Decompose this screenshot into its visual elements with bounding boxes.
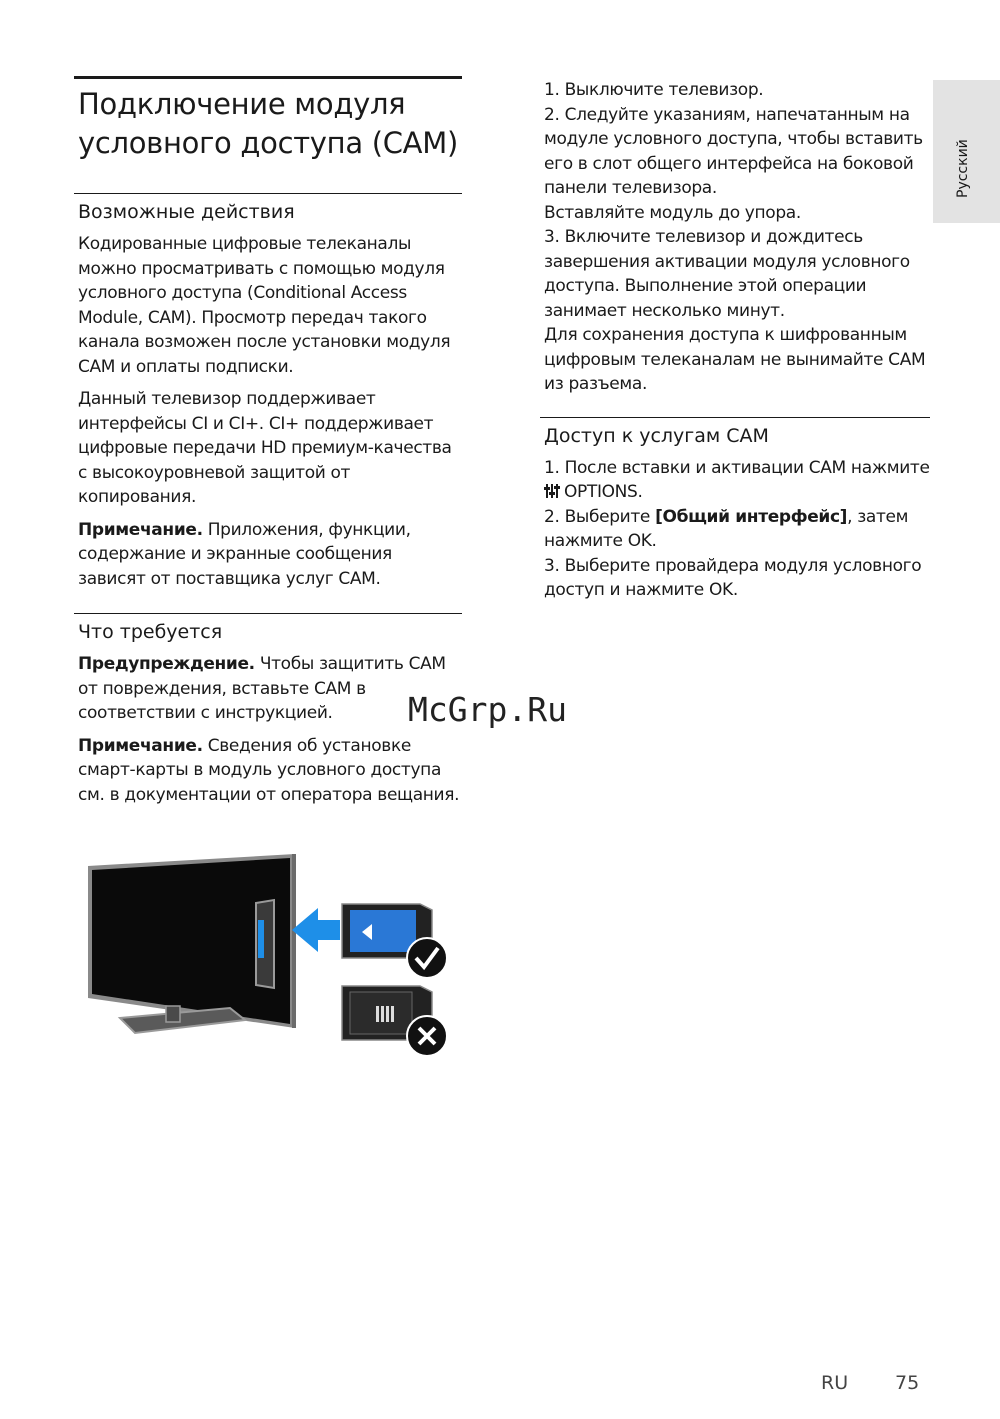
access-step-2 <box>540 505 930 554</box>
step-2: 2. Следуйте указаниям, напечатанным на модуле условного доступа, чтобы вставить его в слот общего интерфейса на боковой панели телевизора. <box>544 104 923 198</box>
page-title <box>74 79 462 163</box>
language-tab <box>933 80 1000 223</box>
footer-language: RU <box>821 1372 849 1394</box>
menu-key: [Общий интерфейс] <box>655 506 848 527</box>
watermark: McGrp.Ru <box>408 690 567 729</box>
step-text: , затем нажмите <box>544 506 909 551</box>
left-column <box>74 76 462 815</box>
page-number: 75 <box>895 1372 920 1394</box>
options-key: OPTIONS <box>564 482 638 502</box>
step-text: 3. Выберите провайдера модуля условного доступ и нажмите <box>544 555 922 600</box>
step-1: 1. Выключите телевизор. <box>544 80 764 100</box>
note-label: Примечание. <box>78 735 203 756</box>
step-text: 2. Выберите <box>544 506 656 527</box>
note-label: Примечание. <box>78 519 203 540</box>
section-heading-access: Доступ к услугам CAM <box>544 424 769 447</box>
paragraph: Кодированные цифровые телеканалы можно просматривать с помощью модуля условного доступа (Conditional Access Module, CAM). Просмотр передач такого канала возможен после установки модуля CAM и оплаты подписки. <box>78 234 451 377</box>
page-title-line1: Подключение модуля <box>78 87 406 121</box>
note-paragraph <box>74 734 462 808</box>
note-text: Приложения, функции, содержание и экранные сообщения зависят от поставщика услуг CAM. <box>78 519 411 589</box>
step-2-note: Вставляйте модуль до упора. <box>544 202 801 223</box>
warning-paragraph <box>74 652 462 726</box>
note-paragraph <box>74 518 462 592</box>
section-heading-required: Что требуется <box>78 621 223 643</box>
ok-key: OK <box>708 580 733 600</box>
step-text: . <box>651 531 657 551</box>
warning-label: Предупреждение. <box>78 654 255 674</box>
language-tab-label: Русский <box>955 139 971 198</box>
warning-text: Чтобы защитить CAM от повреждения, вставьте CAM в соответствии с инструкцией. <box>78 654 446 723</box>
options-icon <box>544 484 560 498</box>
cross-icon <box>407 1016 447 1056</box>
page-title-line2: условного доступа (CAM) <box>78 126 458 160</box>
ok-key: OK <box>627 531 652 551</box>
cam-insertion-illustration <box>80 848 460 1063</box>
step-3-note: Для сохранения доступа к шифрованным цифровым телеканалам не вынимайте CAM из разъема. <box>544 325 926 394</box>
right-column <box>540 78 930 603</box>
access-step-1 <box>540 456 930 505</box>
step-text: . <box>637 482 643 502</box>
paragraph: Данный телевизор поддерживает интерфейсы CI и CI+. CI+ поддерживает цифровые передачи HD премиум-качества с высокоуровневой защитой от копирования. <box>78 389 452 507</box>
section-heading-possible: Возможные действия <box>78 201 295 223</box>
step-3: 3. Включите телевизор и дождитесь завершения активации модуля условного доступа. Выполнение этой операции занимает несколько минут. <box>544 227 910 321</box>
note-text: Сведения об установке смарт-карты в модуль условного доступа см. в документации от оператора вещания. <box>78 735 460 805</box>
insert-arrow-icon <box>292 908 340 952</box>
step-text: 1. После вставки и активации CAM нажмите <box>544 457 930 478</box>
access-step-3 <box>540 554 930 603</box>
checkmark-icon <box>407 938 447 978</box>
step-text: . <box>732 580 738 600</box>
tv-icon <box>88 854 296 1033</box>
